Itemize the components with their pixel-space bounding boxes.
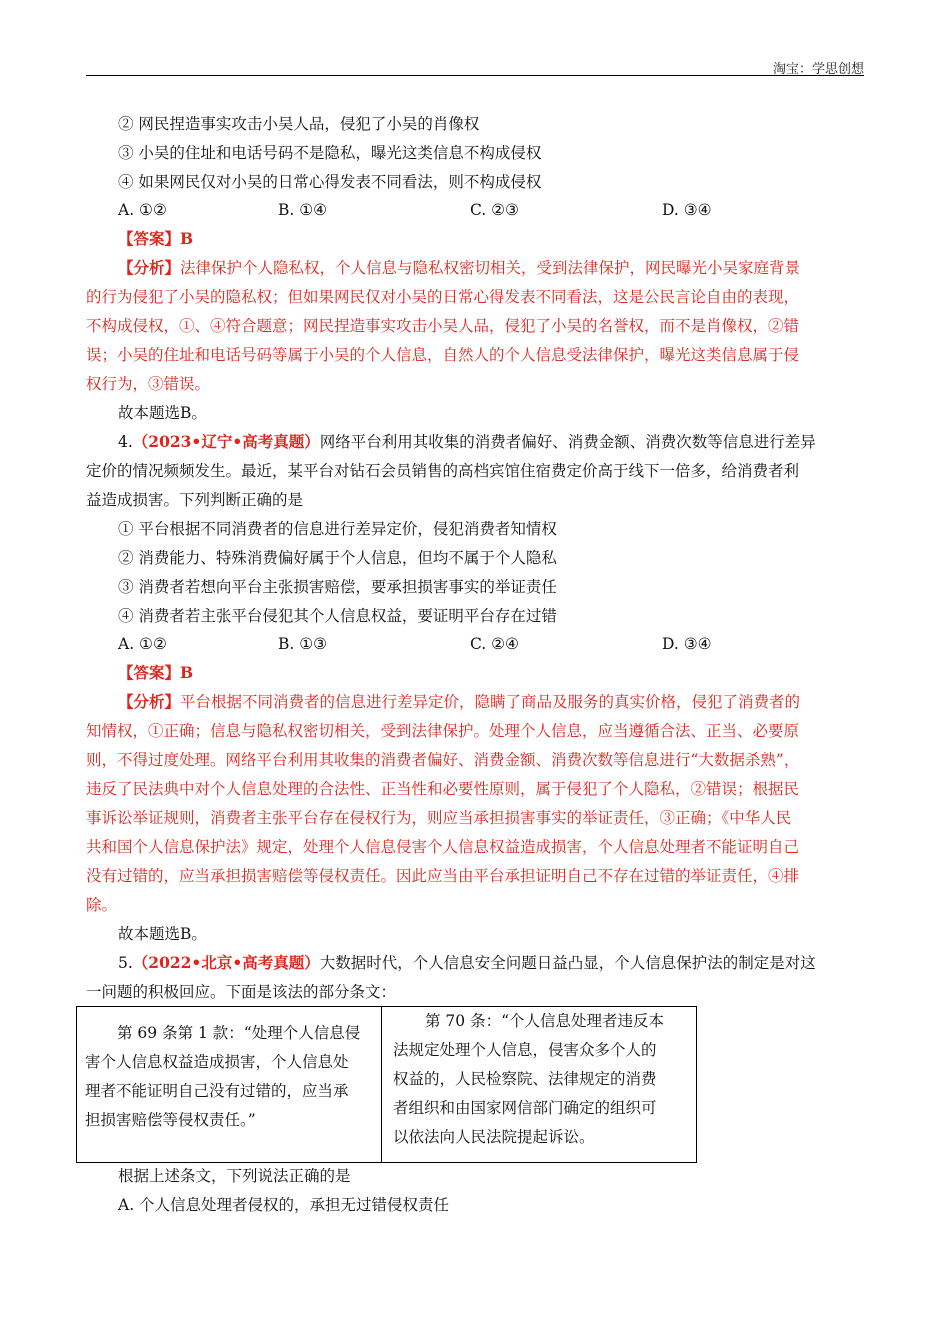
q4-item-2: ② 消费能力、特殊消费偏好属于个人信息，但均不属于个人隐私	[118, 549, 557, 567]
header-rule	[86, 75, 864, 76]
table-divider	[381, 1007, 382, 1162]
q3-analysis-text-4: 误；小吴的住址和电话号码等属于小吴的个人信息，自然人的个人信息受法律保护，曝光这类信息属于侵	[86, 346, 800, 364]
q4-analysis-text-7: 没有过错的，应当承担损害赔偿等侵权责任。因此应当由平台承担证明自己不存在过错的举证责任，④排	[86, 867, 800, 885]
q3-option-a: A. ①②	[118, 201, 167, 219]
q3-analysis-line	[118, 258, 800, 278]
q4-option-c: C. ②④	[470, 635, 519, 653]
q4-number: 4.	[118, 433, 133, 451]
q4-option-a: A. ①②	[118, 635, 167, 653]
article-69-line-4: 担损害赔偿等侵权责任。”	[85, 1111, 256, 1129]
article-69-cell	[85, 1019, 375, 1135]
header-text: 淘宝：学思创想	[772, 62, 864, 77]
q4-source: （2023•辽宁•高考真题）	[132, 432, 320, 451]
q4-answer: 【答案】B	[118, 663, 194, 682]
q3-option-b: B. ①④	[278, 201, 328, 219]
q4-item-4: ④ 消费者若主张平台侵犯其个人信息权益，要证明平台存在过错	[118, 607, 557, 625]
q4-option-b: B. ①③	[278, 635, 328, 653]
article-70-line-1: 第 70 条：“个人信息处理者违反本	[425, 1012, 665, 1030]
q3-analysis-text-2: 的行为侵犯了小吴的隐私权；但如果网民仅对小吴的日常心得发表不同看法，这是公民言论自由的表现，	[86, 288, 800, 306]
article-69-line-2: 害个人信息权益造成损害，个人信息处	[85, 1053, 349, 1071]
q3-item-3: ③ 小吴的住址和电话号码不是隐私，曝光这类信息不构成侵权	[118, 144, 542, 162]
q3-answer: 【答案】B	[118, 229, 194, 248]
q4-conclusion: 故本题选B。	[118, 925, 207, 943]
q3-analysis-text-3: 不构成侵权，①、④符合题意；网民捏造事实攻击小吴人品，侵犯了小吴的名誉权，而不是肖像权，②错	[86, 317, 800, 335]
q4-analysis-text-1: 平台根据不同消费者的信息进行差异定价，隐瞒了商品及服务的真实价格，侵犯了消费者的	[180, 693, 801, 711]
q4-analysis-text-4: 违反了民法典中对个人信息处理的合法性、正当性和必要性原则，属于侵犯了个人隐私，②错误；根据民	[86, 780, 800, 798]
article-70-line-3: 权益的，人民检察院、法律规定的消费	[393, 1070, 657, 1088]
q4-analysis-line	[118, 692, 800, 712]
q5-stem-line-1	[118, 953, 816, 973]
q5-source: （2022•北京•高考真题）	[132, 953, 320, 972]
q4-stem-line-1	[118, 432, 816, 452]
q4-option-d: D. ③④	[662, 635, 712, 653]
q5-stem-line-2: 一问题的积极回应。下面是该法的部分条文：	[86, 983, 397, 1001]
q4-item-3: ③ 消费者若想向平台主张损害赔偿，要承担损害事实的举证责任	[118, 578, 557, 596]
article-69-line-1: 第 69 条第 1 款：“处理个人信息侵	[117, 1024, 361, 1042]
article-70-line-2: 法规定处理个人信息，侵害众多个人的	[393, 1041, 657, 1059]
q4-analysis-text-8: 除。	[86, 896, 118, 914]
q3-item-2: ② 网民捏造事实攻击小吴人品，侵犯了小吴的肖像权	[118, 115, 480, 133]
q3-conclusion: 故本题选B。	[118, 404, 207, 422]
q5-number: 5.	[118, 954, 133, 972]
q4-stem-line-3: 益造成损害。下列判断正确的是	[86, 491, 304, 509]
q3-item-4: ④ 如果网民仅对小吴的日常心得发表不同看法，则不构成侵权	[118, 173, 542, 191]
q5-after-table: 根据上述条文，下列说法正确的是	[118, 1167, 351, 1185]
q4-stem-text-1: 网络平台利用其收集的消费者偏好、消费金额、消费次数等信息进行差异	[319, 433, 816, 451]
q4-analysis-text-3: 则，不得过度处理。网络平台利用其收集的消费者偏好、消费金额、消费次数等信息进行“大数据杀熟”，	[86, 751, 800, 769]
q5-option-a: A. 个人信息处理者侵权的，承担无过错侵权责任	[118, 1196, 450, 1214]
q4-analysis-tag: 【分析】	[118, 692, 181, 711]
article-70-line-4: 者组织和由国家网信部门确定的组织可	[393, 1099, 657, 1117]
article-69-line-3: 理者不能证明自己没有过错的，应当承	[85, 1082, 349, 1100]
q4-analysis-text-5: 事诉讼举证规则，消费者主张平台存在侵权行为，则应当承担损害事实的举证责任，③正确；《中华人民	[86, 809, 792, 827]
q3-analysis-text-5: 权行为，③错误。	[86, 375, 211, 393]
q4-stem-line-2: 定价的情况频频发生。最近，某平台对钻石会员销售的高档宾馆住宿费定价高于线下一倍多，给消费者利	[86, 462, 800, 480]
q3-option-d: D. ③④	[662, 201, 712, 219]
q4-analysis-text-2: 知情权，①正确；信息与隐私权密切相关，受到法律保护。处理个人信息，应当遵循合法、正当、必要原	[86, 722, 800, 740]
law-articles-table	[76, 1006, 697, 1163]
q3-analysis-tag: 【分析】	[118, 258, 181, 277]
q4-item-1: ① 平台根据不同消费者的信息进行差异定价，侵犯消费者知情权	[118, 520, 557, 538]
q5-stem-text-1: 大数据时代，个人信息安全问题日益凸显，个人信息保护法的制定是对这	[319, 954, 816, 972]
q4-analysis-text-6: 共和国个人信息保护法》规定，处理个人信息侵害个人信息权益造成损害，个人信息处理者不能证明自己	[86, 838, 800, 856]
article-70-line-5: 以依法向人民法院提起诉讼。	[393, 1128, 595, 1146]
q3-option-c: C. ②③	[470, 201, 519, 219]
q3-analysis-text-1: 法律保护个人隐私权，个人信息与隐私权密切相关，受到法律保护，网民曝光小吴家庭背景	[180, 259, 801, 277]
article-70-cell	[393, 1007, 689, 1152]
